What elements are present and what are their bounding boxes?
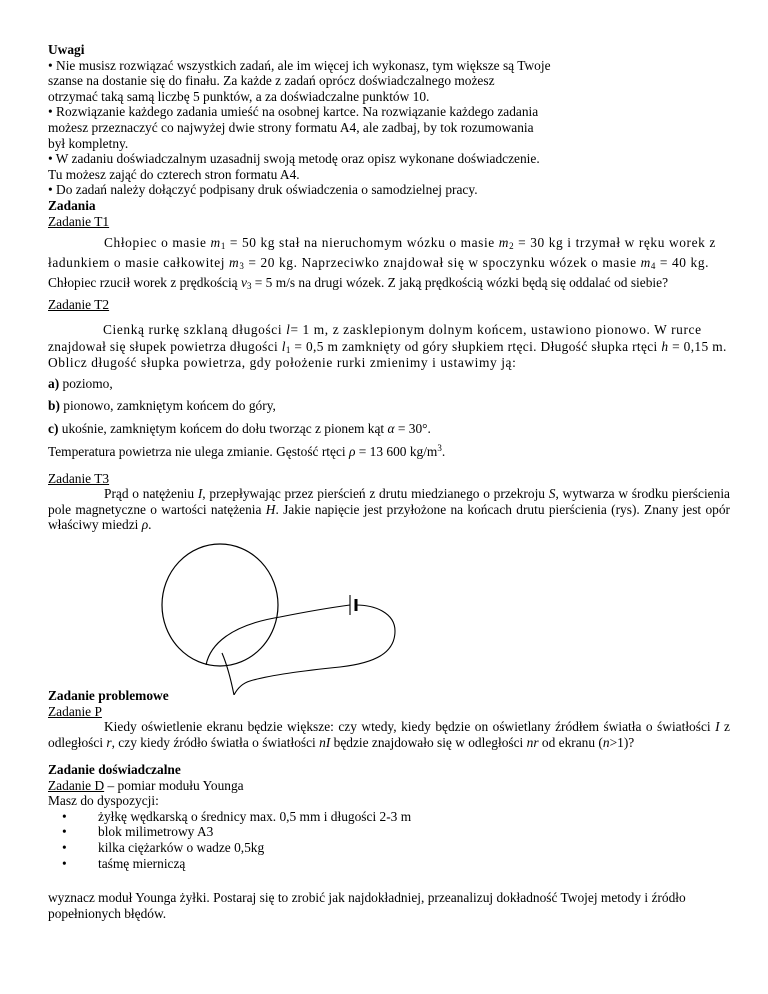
t2-option-text: = 30°.	[394, 421, 431, 436]
t1-symbol: m	[210, 235, 221, 250]
ring-circuit-diagram	[150, 535, 420, 695]
t1-symbol: m	[640, 255, 651, 270]
t2-option-label: b)	[48, 398, 60, 413]
t2-text: = 13 600 kg/m	[355, 444, 438, 459]
p-symbol: nI	[319, 734, 331, 750]
t3-text: , przepływając przez pierścień z drutu miedzianego o przekroju	[202, 486, 549, 501]
uwagi-title: Uwagi	[48, 42, 85, 57]
t2-symbol: l	[286, 322, 291, 337]
zadania-title: Zadania	[48, 197, 96, 213]
t1-text: = 30 kg i trzymał w ręku worek z	[514, 235, 716, 250]
t1-symbol: m	[498, 235, 510, 250]
doswiadczalne-section	[48, 762, 738, 871]
list-item: • kilka ciężarków o wadze 0,5kg	[48, 840, 738, 856]
p-text: od ekranu (	[538, 734, 603, 750]
uwagi-line: otrzymać taką samą liczbę 5 punktów, a za doświadczalne punktów 10.	[48, 88, 430, 104]
uwagi-line: • Rozwiązanie każdego zadania umieść na osobnej kartce. Na rozwiązanie każdego zadania	[48, 104, 539, 120]
t1-text: = 20 kg. Naprzeciwko znajdował się w spoczynku wózek o masie	[244, 255, 641, 270]
t2-symbol: α	[387, 421, 395, 436]
t2-text: = 1 m, z zasklepionym dolnym końcem, ustawiono pionowo. W rurce	[290, 322, 702, 337]
t3-text: .	[148, 517, 152, 533]
uwagi-section	[48, 42, 738, 229]
uwagi-line: możesz przeznaczyć co najwyżej dwie strony formatu A4, ale zadbaj, by tok rozumowania	[48, 119, 534, 135]
p-symbol: nr	[526, 734, 539, 750]
uwagi-line: • W zadaniu doświadczalnym uzasadnij swoją metodę oraz opisz wykonane doświadczenie.	[48, 151, 540, 167]
t2-text: = 0,5 m zamknięty od góry słupkiem rtęci. Długość słupka rtęci	[290, 338, 662, 354]
t3-symbol: I	[197, 486, 203, 501]
t3-symbol: S	[548, 486, 556, 501]
p-symbol: I	[715, 719, 720, 735]
d-text: popełnionych błędów.	[48, 905, 167, 921]
t2-option-label: a)	[48, 376, 60, 391]
t2-text: Cienką rurkę szklaną długości	[103, 322, 287, 337]
p-text: , czy kiedy źródło światła o światłości	[111, 734, 320, 750]
t2-option-text: ukośnie, zamkniętym końcem do dołu tworząc z pionem kąt	[58, 421, 388, 436]
t2-text: = 0,15 m.	[668, 338, 727, 354]
t2-subscript: 1	[285, 344, 291, 355]
t2-option-label: c)	[48, 421, 59, 436]
t2-symbol: h	[661, 338, 669, 354]
t3-text: , wytwarza w środku pierścienia pole magnetyczne o wartości natężenia	[48, 486, 730, 517]
t1-symbol: m	[229, 255, 240, 270]
uwagi-line: • Nie musisz rozwiązać wszystkich zadań, ale im więcej ich wykonasz, tym większe są Twoje	[48, 57, 551, 73]
t2-option-text: pionowo, zamkniętym końcem do góry,	[59, 398, 276, 413]
t1-subscript: 2	[509, 241, 515, 251]
t1-subscript: 1	[220, 241, 226, 251]
zadanie-t1-heading: Zadanie T1	[48, 213, 110, 229]
wire-to-ring	[222, 605, 395, 695]
p-text: z odległości	[48, 719, 731, 750]
t1-text: = 5 m/s na drugi wózek. Z jaką prędkością wózki będą się oddalać od siebie?	[251, 275, 669, 290]
t2-option-text: poziomo,	[59, 376, 113, 391]
t3-text: Prąd o natężeniu	[104, 486, 198, 501]
t2-temperature-note	[48, 444, 738, 460]
t1-text: Chłopiec o masie	[104, 235, 211, 250]
p-text: Kiedy oświetlenie ekranu będzie większe: czy wtedy, kiedy będzie on oświetlany źródłem światła o światłości	[104, 719, 716, 735]
t1-subscript: 3	[246, 281, 252, 291]
p-text: >1)?	[609, 734, 635, 750]
p-symbol: r	[106, 734, 112, 750]
zadanie-t3-text	[48, 486, 730, 533]
t2-text: .	[441, 444, 446, 459]
list-item: • żyłkę wędkarską o średnicy max. 0,5 mm i długości 2-3 m	[48, 809, 738, 825]
t3-text: . Jakie napięcie jest przyłożone na końcach drutu pierścienia (rys). Znany jest opór właściwy miedzi	[48, 501, 730, 533]
t1-text: = 50 kg stał na nieruchomym wózku o masie	[225, 235, 499, 250]
t1-text: Chłopiec rzucił worek z prędkością	[48, 275, 241, 290]
t1-text: = 40 kg.	[655, 255, 710, 270]
zadanie-p-text	[48, 719, 730, 750]
zadanie-d-task	[48, 890, 738, 921]
t3-symbol: ρ	[141, 517, 149, 533]
materials-list	[48, 809, 738, 871]
list-item: • blok milimetrowy A3	[48, 824, 738, 840]
uwagi-line: był kompletny.	[48, 135, 129, 151]
zadanie-d-subtitle: – pomiar modułu Younga	[104, 777, 244, 793]
copper-ring	[162, 544, 278, 666]
t2-superscript: 3	[437, 443, 442, 453]
doswiadczalne-title: Zadanie doświadczalne	[48, 762, 181, 777]
zadanie-d-heading: Zadanie D	[48, 777, 105, 793]
list-item: • taśmę mierniczą	[48, 856, 738, 872]
zadanie-t2-text	[48, 322, 738, 372]
d-text: wyznacz moduł Younga żyłki. Postaraj się to zrobić jak najdokładniej, przeanalizuj dokładność Twojej metody i źródło	[48, 890, 686, 905]
t2-symbol: l	[281, 338, 286, 354]
t1-text: ładunkiem o masie całkowitej	[48, 255, 230, 270]
materials-intro: Masz do dyspozycji:	[48, 793, 159, 809]
t2-option-c	[48, 421, 738, 437]
t2-text: znajdował się słupek powietrza długości	[48, 338, 282, 354]
zadanie-t1-text	[48, 233, 738, 293]
t3-symbol: H	[265, 501, 276, 517]
uwagi-line: • Do zadań należy dołączyć podpisany druk oświadczenia o samodzielnej pracy.	[48, 182, 478, 198]
t1-symbol: v	[240, 275, 247, 290]
p-symbol: n	[602, 734, 610, 750]
p-text: będzie znajdowało się w odległości	[330, 734, 527, 750]
zadanie-p-heading: Zadanie P	[48, 703, 102, 719]
t2-text: Oblicz długość słupka powietrza, gdy położenie rurki zmienimy i ustawimy ją:	[48, 355, 517, 370]
uwagi-line: szanse na dostanie się do finału. Za każde z zadań oprócz doświadczalnego możesz	[48, 73, 495, 89]
problemowe-title: Zadanie problemowe	[48, 688, 169, 703]
uwagi-line: Tu możesz zająć do czterech stron formatu A4.	[48, 166, 300, 182]
t2-option-a	[48, 376, 738, 392]
problemowe-section	[48, 688, 738, 750]
t2-symbol: ρ	[348, 444, 356, 459]
t2-option-b	[48, 398, 738, 414]
zadanie-t2-heading: Zadanie T2	[48, 297, 110, 312]
zadanie-t3-heading: Zadanie T3	[48, 471, 110, 486]
t1-subscript: 4	[650, 261, 656, 271]
t2-text: Temperatura powietrza nie ulega zmianie. Gęstość rtęci	[48, 444, 349, 459]
t1-subscript: 3	[239, 261, 245, 271]
